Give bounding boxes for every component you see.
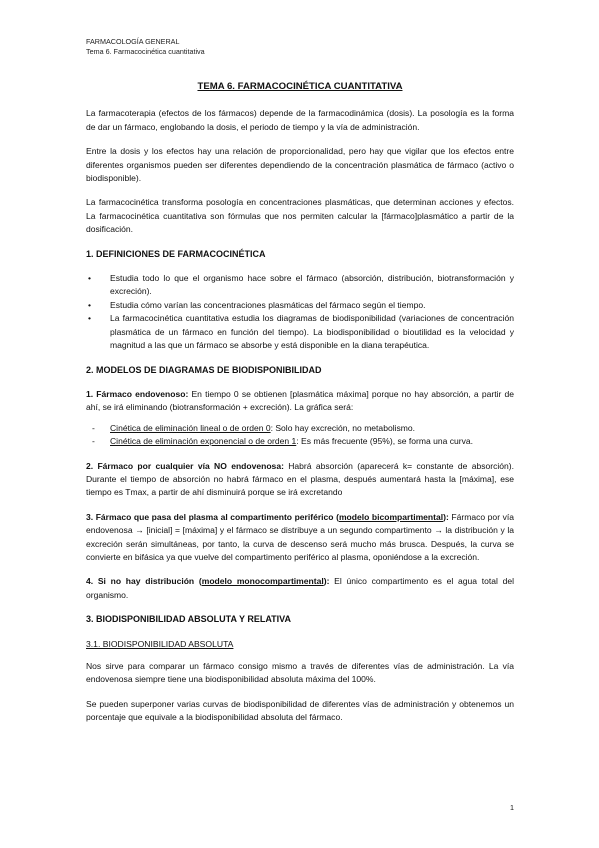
subsection-3-1-heading: 3.1. BIODISPONIBILIDAD ABSOLUTA bbox=[86, 638, 234, 649]
model-4-text: El único compartimento es el agua total del organismo. bbox=[86, 576, 514, 600]
page-title: TEMA 6. FARMACOCINÉTICA CUANTITATIVA bbox=[197, 81, 403, 92]
header-course: FARMACOLOGÍA GENERAL bbox=[86, 37, 180, 46]
model-4-lead-start: 4. Si no hay distribución ( bbox=[86, 576, 202, 587]
model-4-term: modelo monocompartimental bbox=[201, 576, 324, 587]
section-3-paragraph-1: Nos sirve para comparar un fármaco consigo mismo a través de diferentes vías de administración. La vía endovenosa siempre tiene una biodisponibilidad absoluta máxima del 100%. bbox=[86, 661, 514, 685]
kinetics-order-1-desc: : Es más frecuente (95%), se forma una curva. bbox=[296, 436, 473, 447]
intro-paragraph-3: La farmacocinética transforma posología en concentraciones plasmáticas, que determinan acciones y efectos. La farmacocinética cuantitativa son fórmulas que nos permiten calcular la [fármaco]plasmático a partir de la dosificación. bbox=[86, 197, 514, 235]
kinetics-order-0-desc: : Solo hay excreción, no metabolismo. bbox=[270, 422, 416, 433]
intro-paragraph-2: Entre la dosis y los efectos hay una relación de proporcionalidad, pero hay que vigilar que los efectos entre diferentes organismos pueden ser diferentes dependiendo de la concentración plasmática de fármaco (activo o biodisponible). bbox=[86, 146, 514, 184]
model-1-lead: 1. Fármaco endovenoso: bbox=[86, 388, 189, 399]
document-body bbox=[86, 80, 514, 736]
model-1-text: En tiempo 0 se obtienen [plasmática máxima] porque no hay absorción, a partir de ahí, se irá eliminando (biotransformación + excreción). La gráfica será: bbox=[86, 388, 514, 413]
section-2-heading: 2. MODELOS DE DIAGRAMAS DE BIODISPONIBILIDAD bbox=[86, 364, 322, 375]
model-4-lead-end: ): bbox=[323, 576, 330, 587]
list-item: • La farmacocinética cuantitativa estudia los diagramas de biodisponibilidad (variaciones de concentración plasmática de un fármaco en función del tiempo). La biodisponibilidad o bioutilidad es la velocidad y magnitud a las que un fármaco se absorbe y está disponible en la diana terapéutica. bbox=[86, 312, 514, 352]
intro-paragraph-1: La farmacoterapia (efectos de los fármacos) depende de la farmacodinámica (dosis). La posología es la forma de dar un fármaco, englobando la dosis, el periodo de tiempo y la vía de administración. bbox=[86, 108, 514, 132]
model-4-paragraph bbox=[86, 575, 514, 602]
model-2-lead: 2. Fármaco por cualquier vía NO endovenosa: bbox=[86, 460, 284, 471]
model-3-term: modelo bicompartimental bbox=[338, 511, 444, 522]
model-3-lead-end: ): bbox=[443, 511, 449, 522]
page-number: 1 bbox=[510, 803, 514, 812]
model-3-text: Fármaco por vía endovenosa → [inicial] = [máxima] y el fármaco se distribuye a un segundo compartimento → la distribución y la excreción serán simultáneas, por tanto, la curva de descenso será mucho más brusca. Después, la curva se convierte en bifásica ya que vuelve del compartimento periférico al plasma, oponiéndose a la excreción. bbox=[86, 511, 514, 562]
kinetics-order-0-term: Cinética de eliminación lineal o de orden 0 bbox=[110, 422, 271, 433]
list-item bbox=[86, 435, 514, 448]
section-3-heading: 3. BIODISPONIBILIDAD ABSOLUTA Y RELATIVA bbox=[86, 614, 292, 625]
header-topic: Tema 6. Farmacocinética cuantitativa bbox=[86, 47, 205, 56]
model-3-lead-start: 3. Fármaco que pasa del plasma al compartimento periférico ( bbox=[86, 511, 339, 522]
running-header bbox=[86, 37, 205, 57]
model-3-paragraph bbox=[86, 511, 514, 565]
section-3-paragraph-2: Se pueden superponer varias curvas de biodisponibilidad de diferentes vías de administración y obtenemos un porcentaje que equivale a la biodisponibilidad absoluta del fármaco. bbox=[86, 698, 514, 723]
model-4-lead bbox=[86, 576, 329, 586]
kinetics-order-1-term: Cinética de eliminación exponencial o de orden 1 bbox=[110, 436, 297, 447]
kinetics-dash-list bbox=[86, 422, 514, 449]
list-item: • Estudia todo lo que el organismo hace sobre el fármaco (absorción, distribución, biotransformación y excreción). bbox=[86, 272, 514, 299]
section-1-heading: 1. DEFINICIONES DE FARMACOCINÉTICA bbox=[86, 248, 266, 259]
list-item: • Estudia cómo varían las concentraciones plasmáticas del fármaco según el tiempo. bbox=[86, 299, 514, 312]
section-1-bullet-list bbox=[86, 272, 514, 352]
model-1-paragraph bbox=[86, 388, 514, 415]
model-2-text: Habrá absorción (aparecerá k= constante de absorción). Durante el tiempo de absorción no habrá fármaco en el plasma, después aumentará hasta la [máxima], ese tiempo es Tmax, a partir de ahí disminuirá porque se irá excretando bbox=[86, 460, 515, 498]
list-item bbox=[86, 422, 514, 435]
model-3-lead bbox=[86, 512, 449, 522]
model-2-paragraph bbox=[86, 460, 514, 500]
